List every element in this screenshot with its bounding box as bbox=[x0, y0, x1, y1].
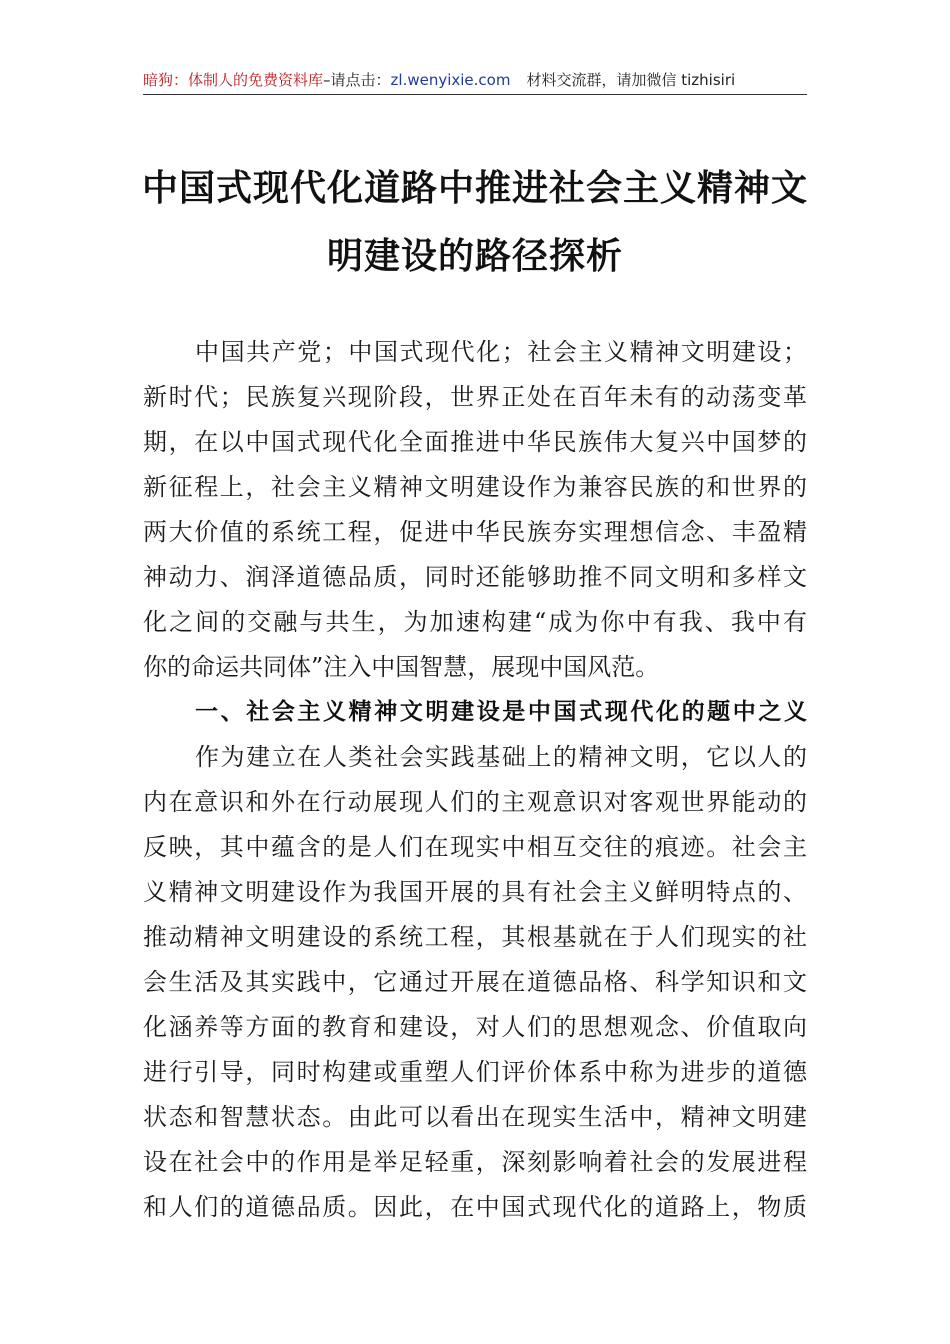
body-line: 神动力、润泽道德品质，同时还能够助推不同文明和多样文 bbox=[143, 563, 807, 591]
body-line: 内在意识和外在行动展现人们的主观意识对客观世界能动的 bbox=[143, 788, 807, 816]
document-title-line-1: 中国式现代化道路中推进社会主义精神文 bbox=[141, 167, 808, 209]
body-line: 中国共产党；中国式现代化；社会主义精神文明建设； bbox=[195, 338, 807, 366]
body-line: 两大价值的系统工程，促进中华民族夯实理想信念、丰盈精 bbox=[143, 518, 807, 546]
body-line: 期，在以中国式现代化全面推进中华民族伟大复兴中国梦的 bbox=[143, 428, 807, 456]
header-contact: 材料交流群，请加微信 tizhisiri bbox=[526, 71, 736, 89]
body-line: 推动精神文明建设的系统工程，其根基就在于人们现实的社 bbox=[143, 923, 807, 951]
body-line: 你的命运共同体”注入中国智慧，展现中国风范。 bbox=[143, 653, 660, 681]
body-line: 和人们的道德品质。因此，在中国式现代化的道路上，物质 bbox=[143, 1193, 807, 1221]
body-line: 化涵养等方面的教育和建设，对人们的思想观念、价值取向 bbox=[143, 1013, 807, 1041]
body-line: 状态和智慧状态。由此可以看出在现实生活中，精神文明建 bbox=[143, 1103, 807, 1131]
body-line: 反映，其中蕴含的是人们在现实中相互交往的痕迹。社会主 bbox=[143, 833, 807, 861]
document-title-line-2: 明建设的路径探析 bbox=[326, 235, 623, 277]
body-line: 新征程上，社会主义精神文明建设作为兼容民族的和世界的 bbox=[143, 473, 807, 501]
body-line: 新时代；民族复兴现阶段，世界正处在百年未有的动荡变革 bbox=[143, 383, 807, 411]
header-source: 暗狗：体制人的免费资料库 bbox=[143, 71, 324, 89]
page-header bbox=[143, 66, 807, 95]
body-line: 会生活及其实践中，它通过开展在道德品格、科学知识和文 bbox=[143, 968, 807, 996]
header-url-link[interactable]: zl.wenyixie.com bbox=[390, 71, 511, 89]
body-line: 化之间的交融与共生，为加速构建“成为你中有我、我中有 bbox=[143, 608, 807, 636]
body-line: 设在社会中的作用是举足轻重，深刻影响着社会的发展进程 bbox=[143, 1148, 807, 1176]
body-line: 作为建立在人类社会实践基础上的精神文明，它以人的 bbox=[195, 743, 807, 771]
section-heading: 一、社会主义精神文明建设是中国式现代化的题中之义 bbox=[195, 699, 807, 725]
header-prompt: –请点击： bbox=[323, 71, 391, 89]
body-line: 义精神文明建设作为我国开展的具有社会主义鲜明特点的、 bbox=[143, 878, 807, 906]
body-line: 进行引导，同时构建或重塑人们评价体系中称为进步的道德 bbox=[143, 1058, 807, 1086]
